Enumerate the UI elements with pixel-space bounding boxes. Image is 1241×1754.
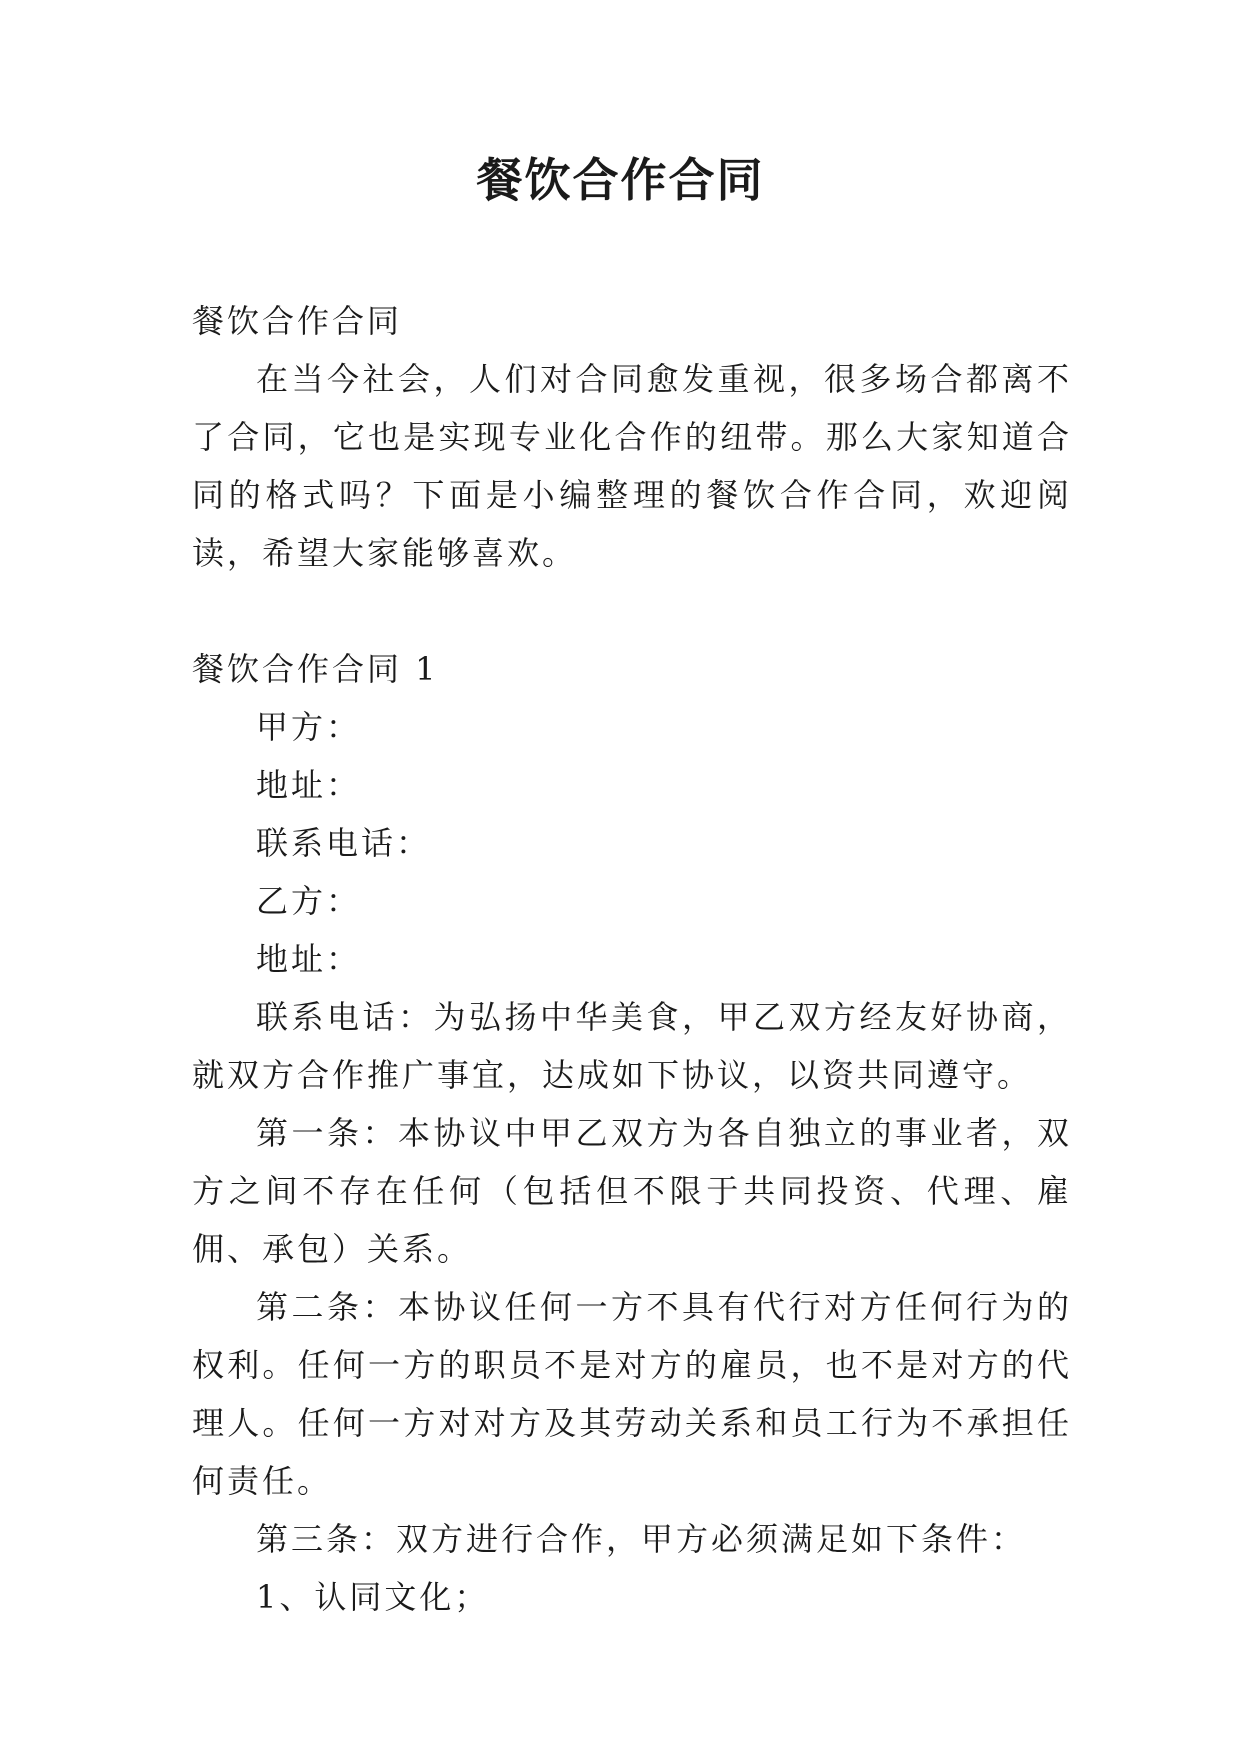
article-3: 第三条：双方进行合作，甲方必须满足如下条件： [256,1520,1027,1558]
party-a-phone-label: 联系电话： [256,824,432,862]
article-2: 第二条：本协议任何一方不具有代行对方任何行为的权利。任何一方的职员不是对方的雇员，也不是对方的代理人。任何一方对对方及其劳动关系和员工行为不承担任何责任。 [192,1288,1072,1500]
party-b-label: 乙方： [256,882,362,920]
document-title: 餐饮合作合同 [476,153,765,207]
section-heading: 餐饮合作合同 [192,302,403,340]
list-item-1: 1、认同文化； [256,1578,490,1616]
party-b-address-label: 地址： [256,940,362,978]
party-a-label: 甲方： [256,708,362,746]
document-body [192,292,1072,1626]
article-1: 第一条：本协议中甲乙双方为各自独立的事业者，双方之间不存在任何（包括但不限于共同投资、代理、雇佣、承包）关系。 [192,1114,1072,1268]
party-b-phone-paragraph: 联系电话：为弘扬中华美食，甲乙双方经友好协商，就双方合作推广事宜，达成如下协议，以资共同遵守。 [192,998,1072,1094]
intro-paragraph: 在当今社会，人们对合同愈发重视，很多场合都离不了合同，它也是实现专业化合作的纽带。那么大家知道合同的格式吗？下面是小编整理的餐饮合作合同，欢迎阅读，希望大家能够喜欢。 [192,360,1072,572]
party-a-address-label: 地址： [256,766,362,804]
contract-heading: 餐饮合作合同 1 [192,650,439,688]
